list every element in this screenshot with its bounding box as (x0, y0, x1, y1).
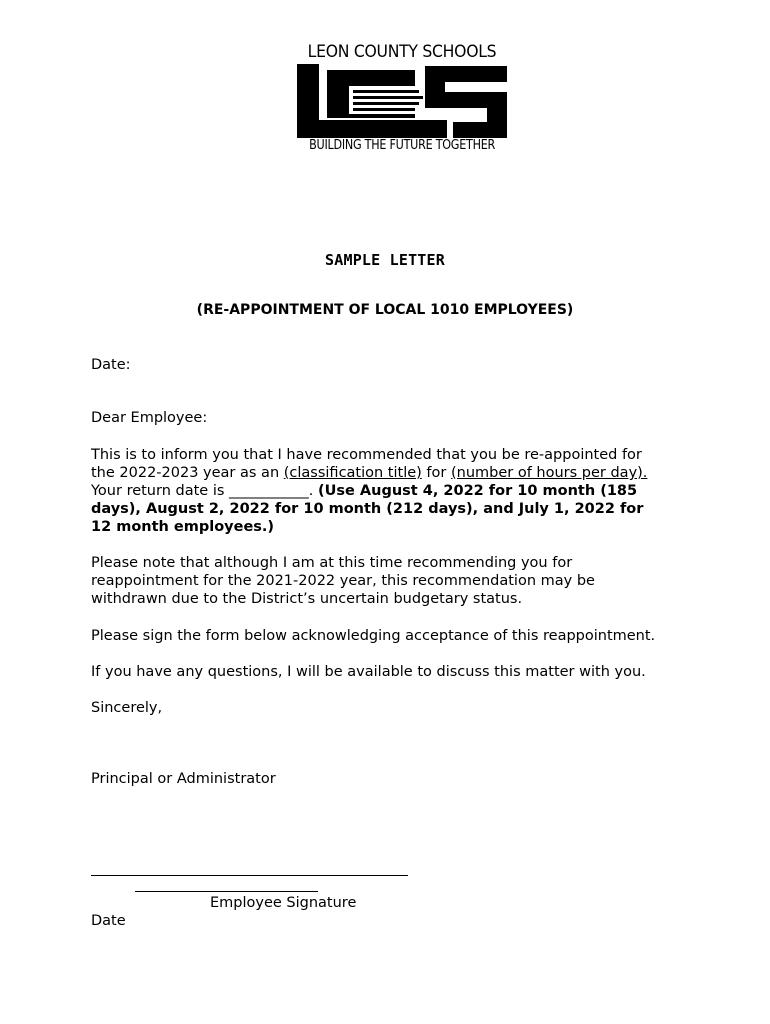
p1-text-segment: Your return date is (91, 483, 230, 499)
paragraph-4: If you have any questions, I will be available to discuss this matter with you. (91, 664, 646, 680)
paragraph-3: Please sign the form below acknowledging acceptance of this reappointment. (91, 628, 656, 644)
logo-top-text: LEON COUNTY SCHOOLS (307, 42, 497, 62)
signature-line (91, 875, 408, 876)
date-line (135, 891, 318, 892)
p1-text-segment: for (421, 465, 451, 481)
p1-text-segment: . (308, 483, 318, 499)
paragraph-1-line-4: days), August 2, 2022 for 10 month (212 days), and July 1, 2022 for (91, 501, 644, 517)
date-label: Date: (91, 357, 131, 373)
employee-signature-label: Employee Signature (210, 895, 357, 911)
letter-title: SAMPLE LETTER (325, 251, 445, 269)
signer-title: Principal or Administrator (91, 771, 276, 787)
paragraph-1-line-2 (91, 464, 647, 482)
paragraph-2-line-1: Please note that although I am at this time recommending you for (91, 555, 573, 571)
paragraph-1-line-5: 12 month employees.) (91, 519, 275, 535)
paragraph-1-line-3 (91, 482, 637, 500)
hours-per-day-placeholder: (number of hours per day). (450, 465, 648, 481)
logo-bottom-text: BUILDING THE FUTURE TOGETHER (309, 138, 496, 153)
return-date-instructions: (Use August 4, 2022 for 10 month (185 (317, 483, 638, 499)
date-footer-label: Date (91, 913, 126, 929)
leon-county-schools-logo (294, 42, 510, 156)
lcs-logo-mark (297, 64, 507, 138)
p1-text-segment: the 2022-2023 year as an (91, 465, 284, 481)
paragraph-1-line-1: This is to inform you that I have recommended that you be re-appointed for (91, 447, 642, 463)
closing: Sincerely, (91, 700, 163, 716)
classification-title-placeholder: (classification title) (283, 465, 422, 481)
letter-subtitle: (RE-APPOINTMENT OF LOCAL 1010 EMPLOYEES) (196, 302, 574, 318)
paragraph-2-line-3: withdrawn due to the District’s uncertain budgetary status. (91, 591, 523, 607)
salutation: Dear Employee: (91, 410, 208, 426)
return-date-blank: ___________ (229, 483, 309, 499)
paragraph-2-line-2: reappointment for the 2021-2022 year, this recommendation may be (91, 573, 595, 589)
